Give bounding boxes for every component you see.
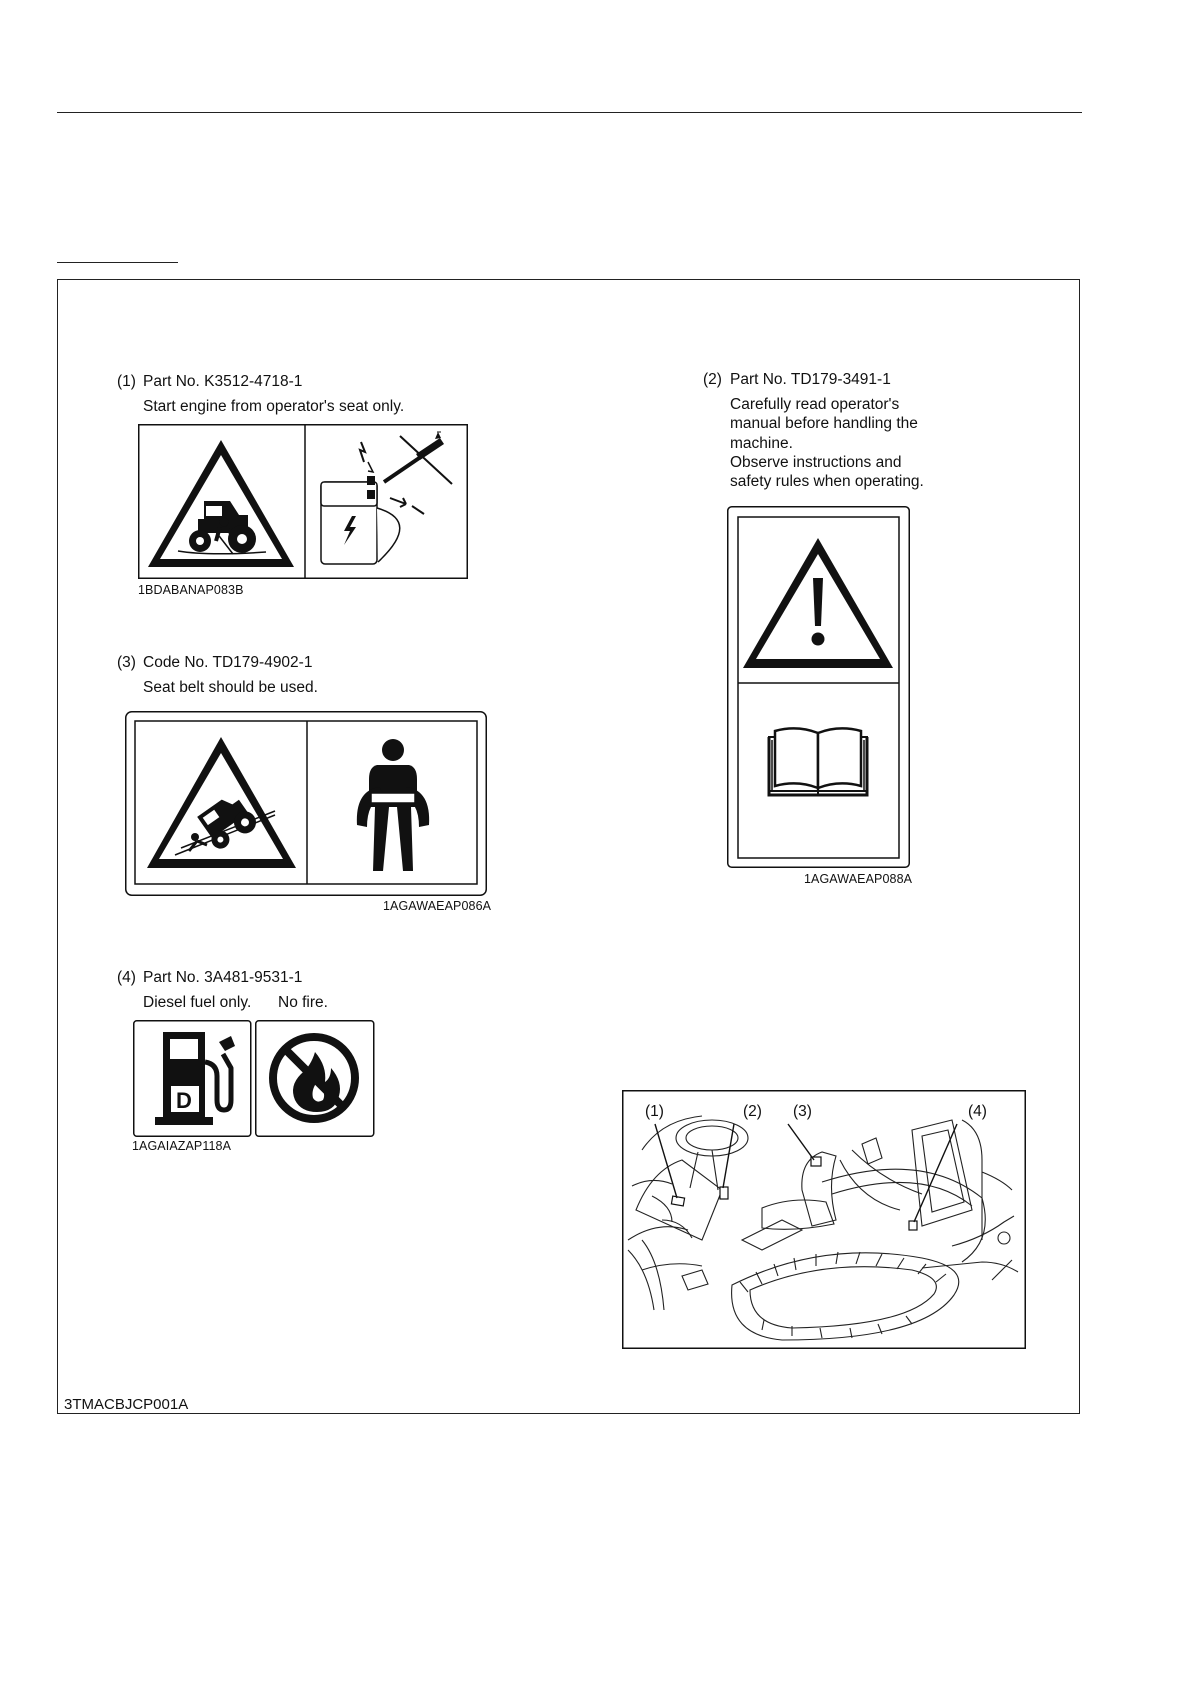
label-3-number: (3) — [117, 654, 136, 671]
label-3-part-number: Code No. TD179-4902-1 — [143, 654, 313, 671]
label-1-number: (1) — [117, 373, 136, 390]
label-2-part-number: Part No. TD179-3491-1 — [730, 371, 891, 388]
label-2-description-line: Carefully read operator's — [730, 396, 900, 413]
label-4-image-code: 1AGAIAZAP118A — [132, 1139, 232, 1153]
label-2-image-code: 1AGAWAEAP088A — [804, 872, 913, 886]
label-4-description-diesel: Diesel fuel only. — [143, 994, 252, 1011]
label-1-description: Start engine from operator's seat only. — [143, 398, 405, 415]
callout-4: (4) — [968, 1103, 987, 1120]
label-2-image — [727, 506, 910, 868]
label-3-image-code: 1AGAWAEAP086A — [383, 899, 492, 913]
open-manual-book-icon — [769, 728, 867, 795]
label-2-description-line: machine. — [730, 434, 793, 452]
label-2-description-line: manual before handling the — [730, 415, 918, 433]
label-2-description-line: safety rules when operating. — [730, 473, 924, 491]
label-4-number: (4) — [117, 969, 136, 986]
label-4-part-number: Part No. 3A481-9531-1 — [143, 969, 303, 986]
section-heading-underline — [57, 262, 178, 263]
label-1-image-code: 1BDABANAP083B — [138, 583, 244, 597]
label-4-description-no-fire: No fire. — [278, 994, 328, 1011]
decal-1-marker — [671, 1196, 684, 1206]
label-2-description — [730, 395, 924, 491]
label-3-description: Seat belt should be used. — [143, 679, 318, 696]
figure-code: 3TMACBJCP001A — [64, 1396, 189, 1413]
decal-4-marker — [909, 1221, 917, 1230]
label-2-description-line: Observe instructions and — [730, 453, 902, 471]
label-4-image — [133, 1020, 375, 1137]
callout-1: (1) — [645, 1103, 664, 1120]
tractor-location-illustration — [622, 1090, 1026, 1349]
label-1-image — [138, 424, 468, 579]
diesel-d-glyph: D — [176, 1088, 192, 1113]
header-rule — [57, 112, 1082, 113]
callout-3: (3) — [793, 1103, 812, 1120]
label-1-part-number: Part No. K3512-4718-1 — [143, 373, 303, 390]
label-2-number: (2) — [703, 371, 722, 388]
no-fire-icon — [273, 1037, 355, 1119]
label-3-image — [125, 711, 487, 896]
decal-2-marker — [720, 1187, 728, 1199]
callout-2: (2) — [743, 1103, 762, 1120]
